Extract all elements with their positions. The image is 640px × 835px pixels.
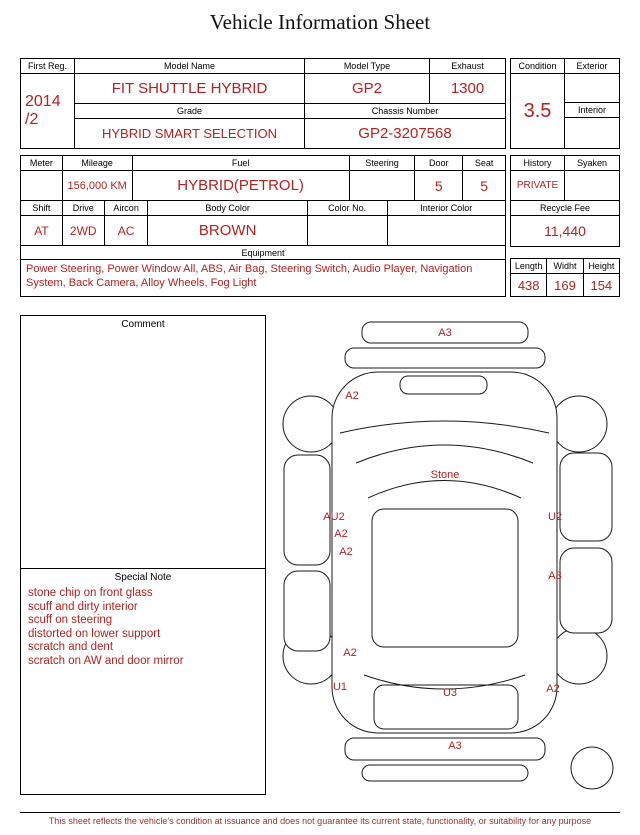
damage-code-label: U3 — [442, 687, 458, 699]
fuel-label: Fuel — [133, 156, 350, 171]
rear-bumper-shape — [345, 738, 545, 760]
damage-code-label: A2 — [345, 390, 359, 402]
exterior-label: Exterior — [565, 59, 619, 74]
length-value: 438 — [511, 274, 547, 296]
aircon-value: AC — [105, 216, 149, 246]
body-color-label: Body Color — [148, 201, 307, 216]
damage-code-label: U1 — [332, 681, 348, 693]
damage-code-label: A2 — [546, 683, 560, 695]
exhaust-value: 1300 — [430, 74, 505, 104]
rear-bumper-bottom-shape — [362, 765, 528, 781]
damage-code-label: U2 — [547, 511, 563, 523]
grade-value: HYBRID SMART SELECTION — [75, 119, 305, 148]
shift-value: AT — [21, 216, 63, 246]
condition-value: 3.5 — [523, 99, 552, 122]
color-no-value — [308, 216, 388, 246]
right-rear-door-panel-shape — [560, 548, 612, 633]
special-notes-list — [21, 583, 265, 672]
damage-code-label: A3 — [548, 570, 562, 582]
special-note-line: distorted on lower support — [28, 627, 161, 640]
footer-disclaimer: This sheet reflects the vehicle's condition at issuance and does not guarantee its current state, functionality, or suitability for any purpose — [20, 812, 620, 826]
damage-code-label: A2 — [334, 528, 348, 540]
seat-label: Seat — [463, 156, 505, 171]
comment-label: Comment — [121, 319, 165, 330]
drive-value: 2WD — [63, 216, 105, 246]
mileage-value: 156,000 KM — [63, 171, 133, 201]
dimensions-table — [510, 258, 620, 297]
exterior-value — [565, 74, 619, 103]
model-type-value: GP2 — [305, 74, 430, 104]
damage-code-label: A3 — [448, 740, 462, 752]
seat-value: 5 — [463, 171, 505, 201]
exhaust-label: Exhaust — [430, 59, 505, 74]
interior-value — [565, 118, 619, 148]
damage-code-label: A2 — [343, 647, 357, 659]
car-body-shape — [332, 372, 560, 733]
rear-right-wheel-shape — [551, 628, 607, 684]
first-reg-label: First Reg. — [21, 59, 74, 74]
drive-label: Drive — [63, 201, 105, 216]
fuel-value: HYBRID(PETROL) — [133, 171, 350, 201]
spare-wheel-shape — [571, 747, 613, 789]
model-name-value: FIT SHUTTLE HYBRID — [75, 74, 305, 104]
condition-table — [510, 58, 620, 149]
history-label: History — [511, 156, 565, 171]
first-reg-year: 2014 — [25, 93, 61, 110]
special-note-line: scratch on AW and door mirror — [28, 654, 184, 667]
color-no-label: Color No. — [308, 201, 388, 216]
grade-label: Grade — [75, 104, 305, 119]
damage-code-label: AU2 — [323, 511, 345, 523]
interior-color-label: Interior Color — [388, 201, 506, 216]
special-note-label: Special Note — [114, 572, 172, 583]
special-note-line: scratch and dent — [28, 641, 114, 653]
door-label: Door — [415, 156, 463, 171]
recycle-fee-value: 11,440 — [544, 223, 586, 239]
special-note-section — [21, 568, 265, 672]
meter-value — [21, 171, 63, 201]
car-diagram-svg — [268, 313, 636, 805]
width-label: Widht — [547, 259, 583, 274]
chassis-label: Chassis Number — [305, 104, 505, 119]
interior-label: Interior — [565, 103, 619, 118]
damage-code-label: A3 — [438, 327, 452, 339]
shift-label: Shift — [21, 201, 63, 216]
history-table — [510, 155, 620, 247]
front-right-wheel-shape — [551, 396, 607, 452]
meter-label: Meter — [21, 156, 63, 171]
equipment-value: Power Steering, Power Window All, ABS, Air Bag, Steering Switch, Audio Player, Navigation System, Back Camera, Alloy Wheels, Fog Light — [26, 263, 473, 289]
condition-label: Condition — [511, 59, 564, 74]
body-color-value: BROWN — [148, 216, 307, 246]
first-reg-value — [21, 74, 74, 148]
height-label: Height — [584, 259, 619, 274]
front-bumper-shape — [345, 348, 545, 368]
mileage-label: Mileage — [63, 156, 133, 171]
steering-value — [350, 171, 416, 201]
special-note-line: scuff on steering — [28, 614, 113, 626]
height-value: 154 — [590, 277, 613, 293]
width-value: 169 — [547, 274, 583, 296]
first-reg-month: /2 — [25, 111, 39, 128]
length-label: Length — [511, 259, 547, 274]
damage-code-label: Stone — [430, 469, 460, 481]
left-front-door-panel-shape — [284, 455, 330, 565]
steering-label: Steering — [350, 156, 416, 171]
front-left-wheel-shape — [283, 396, 339, 452]
syaken-value — [565, 171, 619, 201]
special-note-line: stone chip on front glass — [28, 587, 153, 599]
equipment-label: Equipment — [21, 246, 505, 260]
door-value: 5 — [415, 171, 463, 201]
recycle-fee-label: Recycle Fee — [511, 201, 619, 216]
left-rear-door-panel-shape — [284, 571, 330, 651]
interior-color-value — [388, 216, 506, 246]
car-diagram — [268, 313, 636, 805]
page-title: Vehicle Information Sheet — [209, 10, 431, 34]
chassis-value: GP2-3207568 — [358, 125, 452, 142]
comment-panel — [20, 315, 266, 795]
history-value: PRIVATE — [511, 171, 565, 201]
damage-code-label: A2 — [339, 546, 353, 558]
model-name-label: Model Name — [75, 59, 305, 74]
aircon-label: Aircon — [105, 201, 149, 216]
special-note-line: scuff and dirty interior — [28, 600, 138, 613]
model-type-label: Model Type — [305, 59, 430, 74]
right-front-door-panel-shape — [560, 453, 612, 541]
specs-table — [20, 155, 506, 297]
model-info-table — [20, 58, 506, 149]
syaken-label: Syaken — [565, 156, 619, 171]
